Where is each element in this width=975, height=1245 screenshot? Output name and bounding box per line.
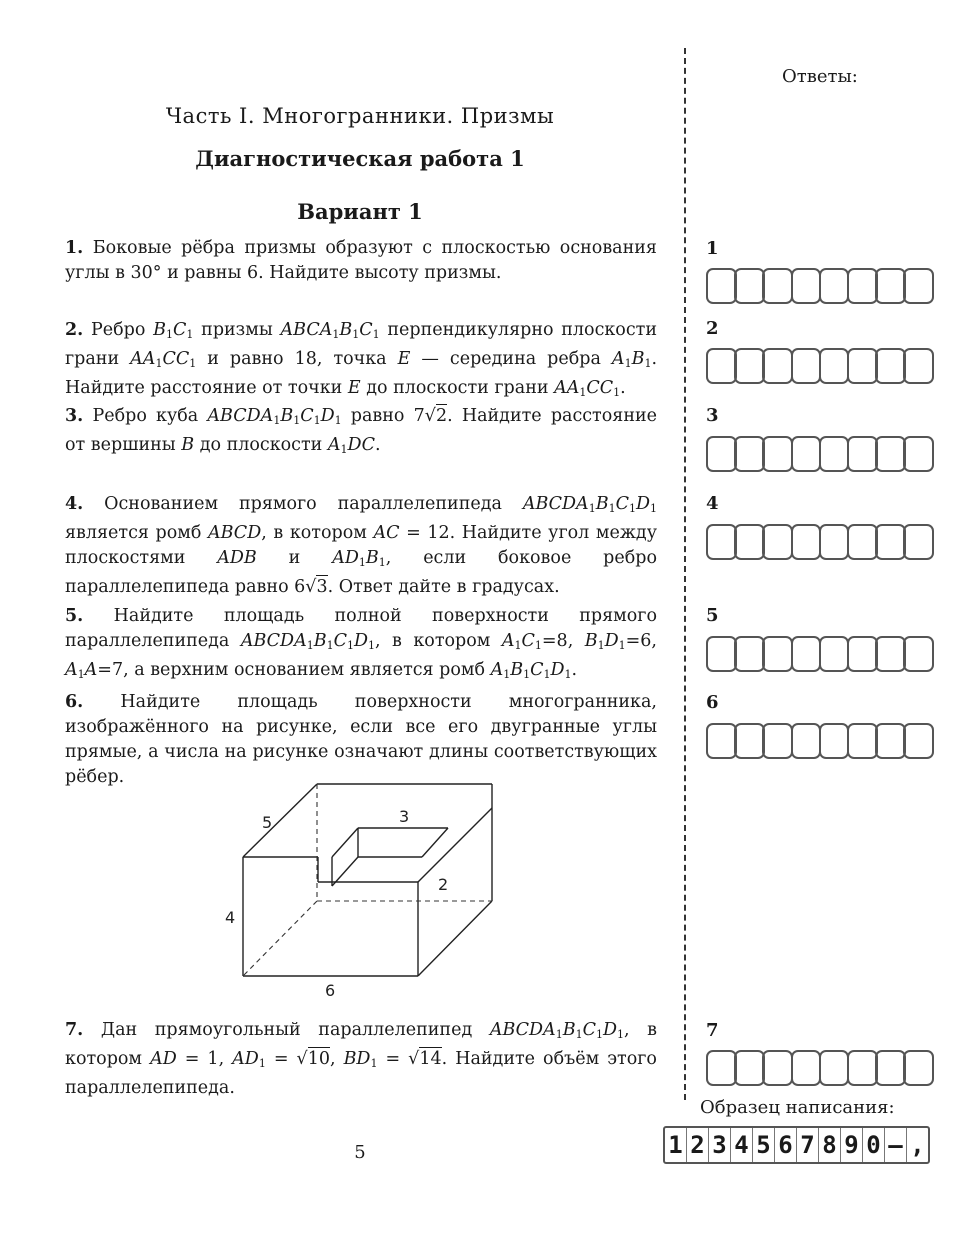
sample-char: 5 [753,1128,775,1162]
task-number: 5. [65,606,84,626]
task-number: 4. [65,494,84,514]
sample-char: 1 [665,1128,687,1162]
work-title: Диагностическая работа 1 [195,146,525,171]
answer-field-5[interactable] [706,636,934,672]
answer-number: 2 [706,318,719,339]
answer-number: 5 [706,605,719,626]
answer-field-6[interactable] [706,723,934,759]
task-number: 3. [65,406,84,426]
sample-char: , [910,1131,925,1159]
task-number: 1. [65,238,84,258]
sample-label: Образец написания: [700,1097,895,1118]
label-3: 3 [399,807,410,826]
sample-char: 3 [709,1128,731,1162]
answer-field-1[interactable] [706,268,934,304]
task-text: Найдите площадь поверхности многогранника, изображённого на рисунке, если все его двугранные углы прямые, а числа на рисунке означают длины соответствующих рёбер. [65,692,657,787]
answer-field-3[interactable] [706,436,934,472]
task-4: 4. Основанием прямого параллелепипеда $ABCDA_1B_1C_1D_1$ является ромб ABCD, в котором AC = 12. Найдите угол между плоскостями ADB и $AD_1B_1$, если боковое ребро параллелепипеда равно 6√3. Ответ дайте в градусах. [65,494,658,597]
task-7: 7. Дан прямоугольный параллелепипед $ABCDA_1B_1C_1D_1$, в котором AD = 1, $AD_1 = √10$, $BD_1 = √14$. Найдите объём этого параллелепипеда. [65,1020,657,1098]
task-number: 7. [65,1020,84,1040]
label-2: 2 [438,875,449,894]
task-2: 2. Ребро $B_1C_1$ призмы $ABCA_1B_1C_1$ перпендикулярно плоскости грани $AA_1CC_1$ и равно 18, точка E — середина ребра $A_1B_1$. Найдите расстояние от точки E до плоскости грани $AA_1CC_1$. [65,320,658,399]
label-4: 4 [225,908,236,927]
task-1 [65,236,657,286]
page-number: 5 [354,1142,366,1163]
task-5: 5. Найдите площадь полной поверхности прямого параллелепипеда $ABCDA_1B_1C_1D_1$, в котором $A_1C_1=8$, $B_1D_1=6$, $A_1A=7$, а верхним основанием является ромб $A_1B_1C_1D_1$. [65,606,657,681]
answer-number: 3 [706,405,719,426]
sample-char: 9 [841,1128,863,1162]
answers-label: Ответы: [782,66,858,87]
sample-char: 0 [863,1128,885,1162]
answer-field-7[interactable] [706,1050,934,1086]
variant-title: Вариант 1 [297,199,423,224]
sample-char: 7 [797,1128,819,1162]
answer-number: 6 [706,692,719,713]
answer-field-2[interactable] [706,348,934,384]
sample-char: 4 [731,1128,753,1162]
task-6 [65,690,657,790]
answer-field-4[interactable] [706,524,934,560]
sample-char: 2 [687,1128,709,1162]
task-3: 3. Ребро куба $ABCDA_1B_1C_1D_1$ равно 7√2. Найдите расстояние от вершины B до плоскости $A_1DC$. [65,406,657,456]
answer-number: 1 [706,238,719,259]
label-6: 6 [325,981,336,1000]
label-5: 5 [262,813,273,832]
polyhedron-figure [215,780,515,1000]
sample-digits [663,1126,930,1164]
sample-char: 8 [819,1128,841,1162]
sample-char: – [885,1128,907,1162]
task-text: Боковые рёбра призмы образуют с плоскостью основания углы в 30° и равны 6. Найдите высоту призмы. [65,238,657,283]
cut-line [684,48,686,1100]
answer-number: 4 [706,493,719,514]
part-title: Часть I. Многогранники. Призмы [165,104,555,128]
sample-char: 6 [775,1128,797,1162]
answer-number: 7 [706,1020,719,1041]
task-number: 6. [65,692,84,712]
task-number: 2. [65,320,84,340]
